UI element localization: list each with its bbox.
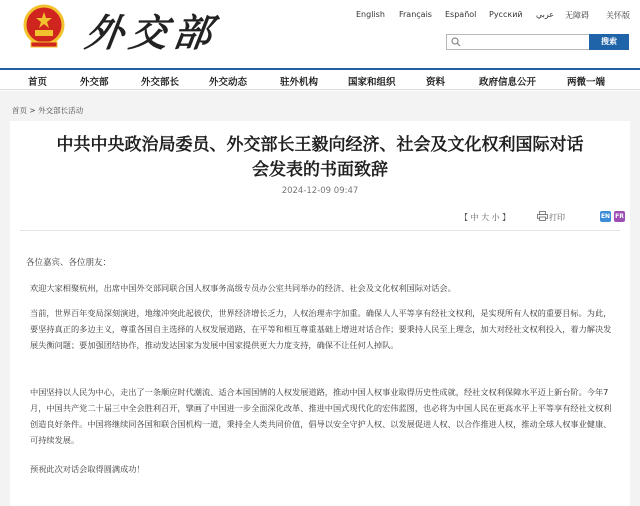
nav-item-home[interactable]: 首页 (28, 77, 48, 88)
breadcrumb-current[interactable]: 外交部长活动 (38, 106, 84, 115)
breadcrumb-separator: > (29, 106, 36, 115)
print-icon[interactable] (537, 211, 548, 221)
accessibility-link[interactable]: 无障碍 (565, 11, 589, 20)
nav-item-gov-info[interactable]: 政府信息公开 (479, 77, 537, 88)
article-title-line1: 中共中央政治局委员、外交部长王毅向经济、社会及文化权利国际对话 (56, 135, 584, 155)
article-divider (20, 230, 620, 231)
article-greeting: 各位嘉宾、各位朋友： (26, 258, 112, 268)
site-logo-text[interactable]: 外交部 (82, 10, 221, 55)
main-nav (0, 68, 640, 90)
article-paragraph-1: 欢迎大家相聚杭州，出席中国外交部同联合国人权事务高级专员办公室共同举办的经济、社会及文化权利国际对话会。 (30, 283, 456, 293)
article-paragraph-3: 中国坚持以人民为中心，走出了一条顺应时代潮流、适合本国国情的人权发展道路，推动中国人权事业取得历史性成就，经社文权利保障水平迈上新台阶。今年7月，中国共产党二十届三中全会胜利召开，擘画了中国进一步全面深化改革、推进中国式现代化的宏伟蓝图，也必将为中国人民在更高水平上平等享有经社文权利创造良好条件。中国将继续同各国和联合国机构一道，秉持全人类共同价值，倡导以安全守护人权、以发展促进人权、以合作推进人权，推动全球人权事业健康、可持续发展。 (30, 387, 612, 445)
search-button[interactable]: 搜索 (589, 34, 629, 50)
breadcrumb-home[interactable]: 首页 (12, 106, 27, 115)
article-paragraph-4: 预祝此次对话会取得圆满成功！ (30, 464, 145, 474)
nav-item-ministry[interactable]: 外交部 (80, 77, 109, 88)
nav-item-resources[interactable]: 资料 (426, 77, 446, 88)
article-title (20, 133, 620, 183)
article-date: 2024-12-09 09:47 (281, 186, 359, 196)
national-emblem-icon[interactable] (22, 4, 66, 50)
article-paragraph-2: 当前，世界百年变局深刻演进，地缘冲突此起彼伏，世界经济增长乏力，人权治理赤字加重。确保人人平等享有经社文权利，是实现所有人权的重要目标。为此，要坚持真正的多边主义，尊重各国自主选择的人权发展道路，在平等和相互尊重基础上增进对话合作；要秉持人民至上理念，加大对经社文权利投入，着力解决发展失衡问题；要加强团结协作，推动发达国家为发展中国家提供更大力度支持，确保不让任何人掉队。 (30, 308, 612, 350)
breadcrumb (12, 105, 83, 116)
print-label[interactable]: 打印 (549, 213, 565, 222)
lang-link-french[interactable]: Français (399, 10, 432, 19)
nav-item-minister[interactable]: 外交部长 (141, 77, 180, 88)
search-icon (451, 37, 461, 47)
article-title-line2: 会发表的书面致辞 (252, 160, 388, 180)
font-size-controls[interactable]: 【 中 大 小 】 (460, 213, 511, 222)
nav-item-diplomatic-news[interactable]: 外交动态 (209, 77, 248, 88)
english-version-button[interactable]: EN (600, 213, 611, 220)
french-version-button[interactable]: FR (615, 213, 624, 220)
nav-item-countries[interactable]: 国家和组织 (348, 77, 396, 88)
lang-link-arabic[interactable]: عربي (536, 10, 555, 19)
site-header (0, 0, 640, 68)
search-input[interactable] (446, 34, 590, 50)
care-mode-link[interactable]: 关怀版 (606, 11, 630, 20)
lang-link-spanish[interactable]: Español (445, 10, 477, 19)
lang-link-russian[interactable]: Русский (489, 10, 523, 19)
lang-link-english[interactable]: English (356, 10, 385, 19)
nav-item-social-media[interactable]: 两微一端 (567, 77, 606, 88)
nav-item-missions[interactable]: 驻外机构 (280, 77, 319, 88)
